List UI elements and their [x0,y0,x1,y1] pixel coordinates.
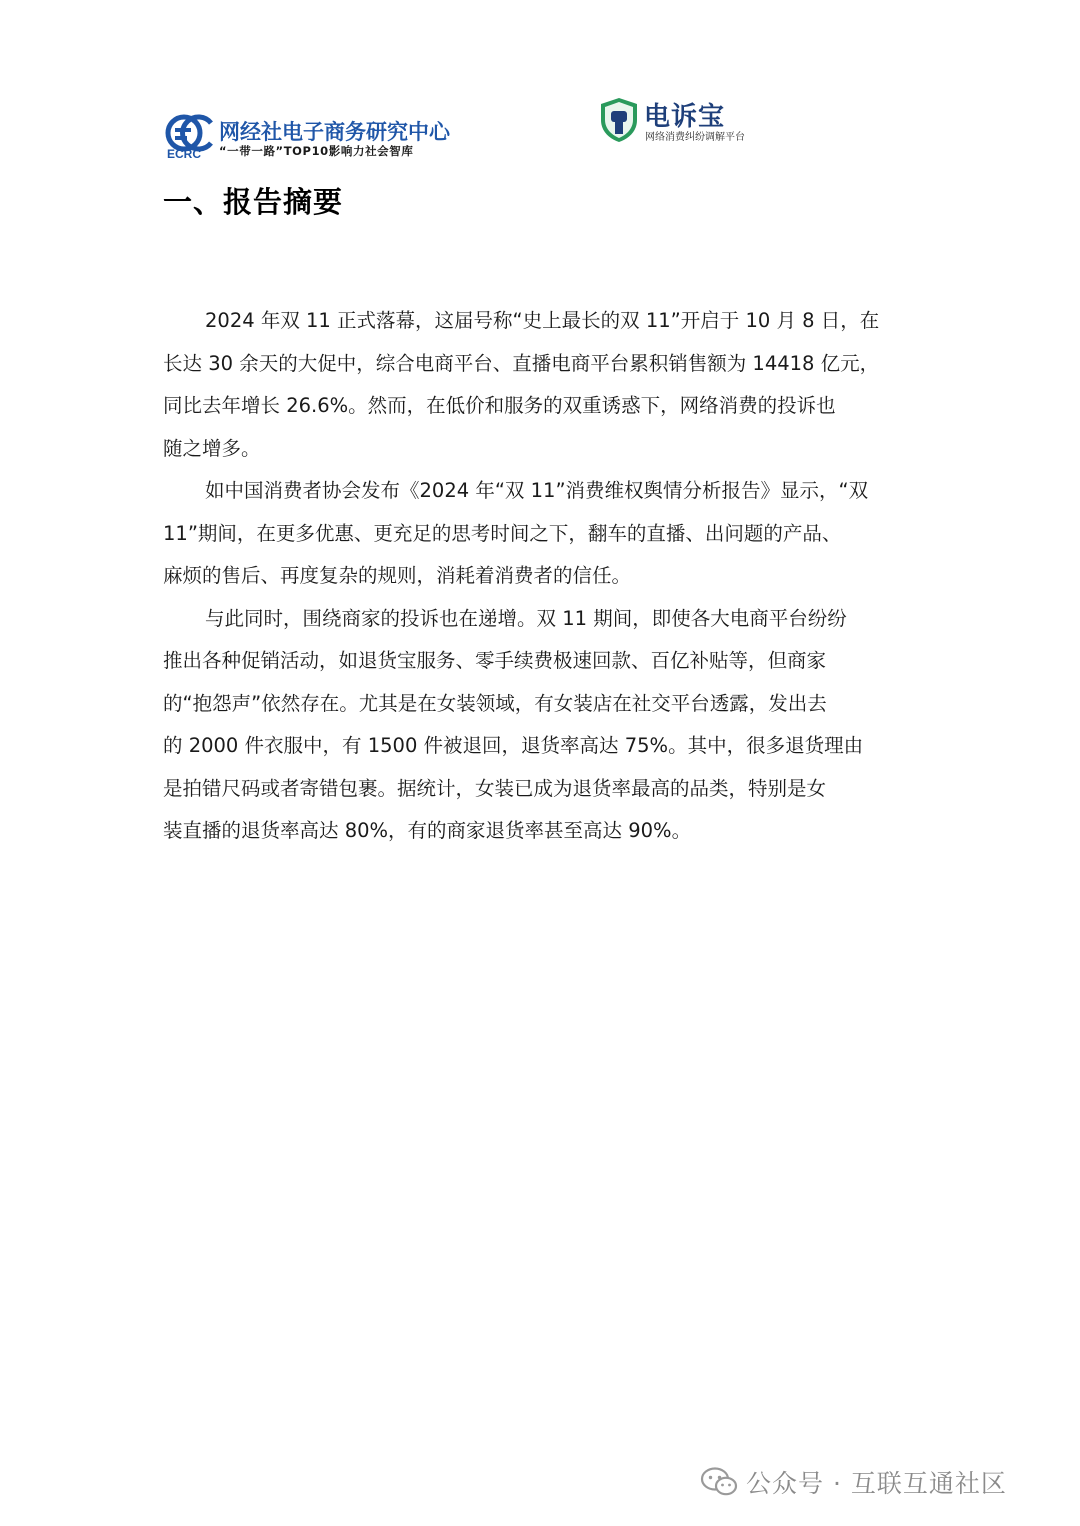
ecrc-logo [165,112,455,164]
dianshubao-name: 电诉宝 [644,102,726,132]
paragraph-line: 长达 30 余天的大促中，综合电商平台、直播电商平台累积销售额为 14418 亿元， [163,351,880,375]
section-heading: 一、报告摘要 [163,185,344,219]
paragraph-line: 的“抱怨声”依然存在。尤其是在女装领域，有女装店在社交平台透露，发出去 [163,691,827,715]
report-body [163,300,923,853]
paragraph-line: 如中国消费者协会发布《2024 年“双 11”消费维权舆情分析报告》显示，“双 [205,479,869,502]
shield-fist-icon [598,96,640,144]
paragraph-line: 推出各种促销活动，如退货宝服务、零手续费极速回款、百亿补贴等，但商家 [163,649,827,672]
paragraph-line: 是拍错尺码或者寄错包裹。据统计，女装已成为退货率最高的品类，特别是女 [163,776,827,800]
paragraph-line: 的 2000 件衣服中，有 1500 件被退回，退货率高达 75%。其中，很多退货理由 [163,734,864,757]
dianshubao-logo [598,96,758,146]
ecrc-org-name: 网经社电子商务研究中心 [219,120,450,144]
paragraph-3 [163,598,923,853]
paragraph-2 [163,470,923,598]
dianshubao-tagline: 网络消费纠纷调解平台 [645,132,745,143]
ecrc-abbreviation: ECRC [167,147,202,161]
wechat-watermark [700,1462,1007,1502]
paragraph-line: 11”期间，在更多优惠、更充足的思考时间之下，翻车的直播、出问题的产品、 [163,521,842,545]
paragraph-line: 随之增多。 [163,436,261,460]
ecrc-slogan: “一带一路”TOP10影响力社会智库 [219,144,414,158]
paragraph-line: 麻烦的售后、再度复杂的规则，消耗着消费者的信任。 [163,564,632,587]
watermark-text: 公众号 · 互联互通社区 [746,1469,1007,1498]
paragraph-line: 2024 年双 11 正式落幕，这届号称“史上最长的双 11”开启于 10 月 8 日，在 [205,309,880,332]
paragraph-1 [163,300,923,470]
paragraph-line: 装直播的退货率高达 80%，有的商家退货率甚至高达 90%。 [163,819,692,842]
wechat-icon [700,1467,738,1497]
paragraph-line: 同比去年增长 26.6%。然而，在低价和服务的双重诱惑下，网络消费的投诉也 [163,394,836,417]
paragraph-line: 与此同时，围绕商家的投诉也在递增。双 11 期间，即使各大电商平台纷纷 [205,606,847,630]
